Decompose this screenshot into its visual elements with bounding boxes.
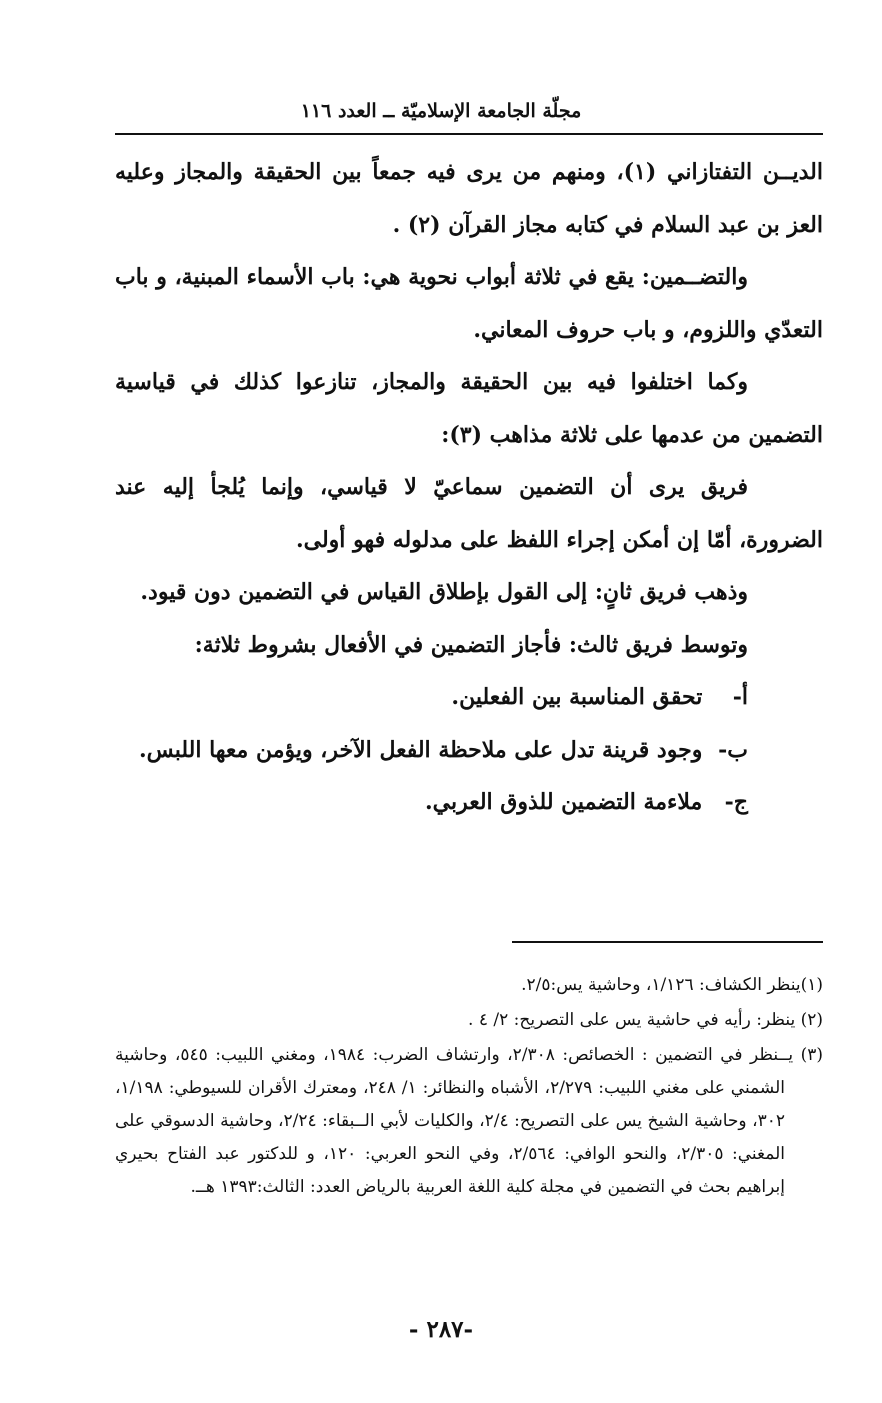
paragraph-1: الديــن التفتازاني (١)، ومنهم من يرى فيه جمعاً بين الحقيقة والمجاز وعليه العز بن عبد السلام في كتابه مجاز القرآن (٢) . [115, 159, 823, 238]
condition-c-text: ملاءمة التضمين للذوق العربي. [424, 789, 703, 815]
condition-c [115, 776, 823, 829]
footnote-3: (٣) يــنظر في التضمين : الخصائص: ٢/٣٠٨، وارتشاف الضرب: ١٩٨٤، ومغني اللبيب: ٥٤٥، وحاشية الشمني على مغني اللبيب: ٢/٢٧٩، الأشباه والنظائر: ١/ ٢٤٨، ومعترك الأقران للسيوطي: ١/١٩٨، ٣٠٢، وحاشية الشيخ يس على التصريح: ٢/٤، والكليات لأبي الــبقاء: ٢/٢٤، وحاشية الدسوقي على المغني: ٢/٣٠٥، والنحو الوافي: ٢/٥٦٤، وفي النحو العربي: ١٢٠، و للدكتور عبد الفتاح بحيري إبراهيم بحث في التضمين في مجلة كلية اللغة العربية بالرياض العدد: الثالث:١٣٩٣ هــ. [115, 1045, 824, 1197]
condition-b-letter: ب- [718, 736, 748, 763]
paragraph-3: وكما اختلفوا فيه بين الحقيقة والمجاز، تنازعوا كذلك في قياسية التضمين من عدمها على ثلاثة مذاهب (٣): [115, 369, 823, 448]
condition-b-text: وجود قرينة تدل على ملاحظة الفعل الآخر، ويؤمن معها اللبس. [138, 736, 703, 763]
condition-a [115, 671, 823, 724]
footnotes [115, 969, 823, 1206]
condition-c-letter: ج- [724, 789, 748, 815]
footnote-divider [512, 941, 823, 943]
footnote-1: (١)ينظر الكشاف: ١/١٢٦، وحاشية يس:٢/٥. [521, 975, 823, 995]
condition-b [115, 724, 823, 777]
condition-a-letter: أ- [732, 684, 748, 710]
main-text [115, 146, 823, 829]
page-number: -٢٨٧ - [408, 1316, 474, 1343]
paragraph-6: وتوسط فريق ثالث: فأجاز التضمين في الأفعال بشروط ثلاثة: [194, 631, 748, 658]
paragraph-2: والتضــمين: يقع في ثلاثة أبواب نحوية هي: باب الأسماء المبنية، و باب التعدّي واللزوم، و باب حروف المعاني. [115, 264, 823, 343]
running-header: مجلّة الجامعة الإسلاميّة ــ العدد ١١٦ [300, 100, 582, 122]
paragraph-4: فريق يرى أن التضمين سماعيّ لا قياسي، وإنما يُلجأ إليه عند الضرورة، أمّا إن أمكن إجراء اللفظ على مدلوله فهو أولى. [115, 474, 823, 553]
footnote-2: (٢) ينظر: رأيه في حاشية يس على التصريح: ٢/ ٤ . [468, 1010, 823, 1030]
condition-a-text: تحقق المناسبة بين الفعلين. [451, 684, 703, 710]
header-divider [115, 133, 823, 135]
paragraph-5: وذهب فريق ثانٍ: إلى القول بإطلاق القياس في التضمين دون قيود. [140, 579, 748, 605]
